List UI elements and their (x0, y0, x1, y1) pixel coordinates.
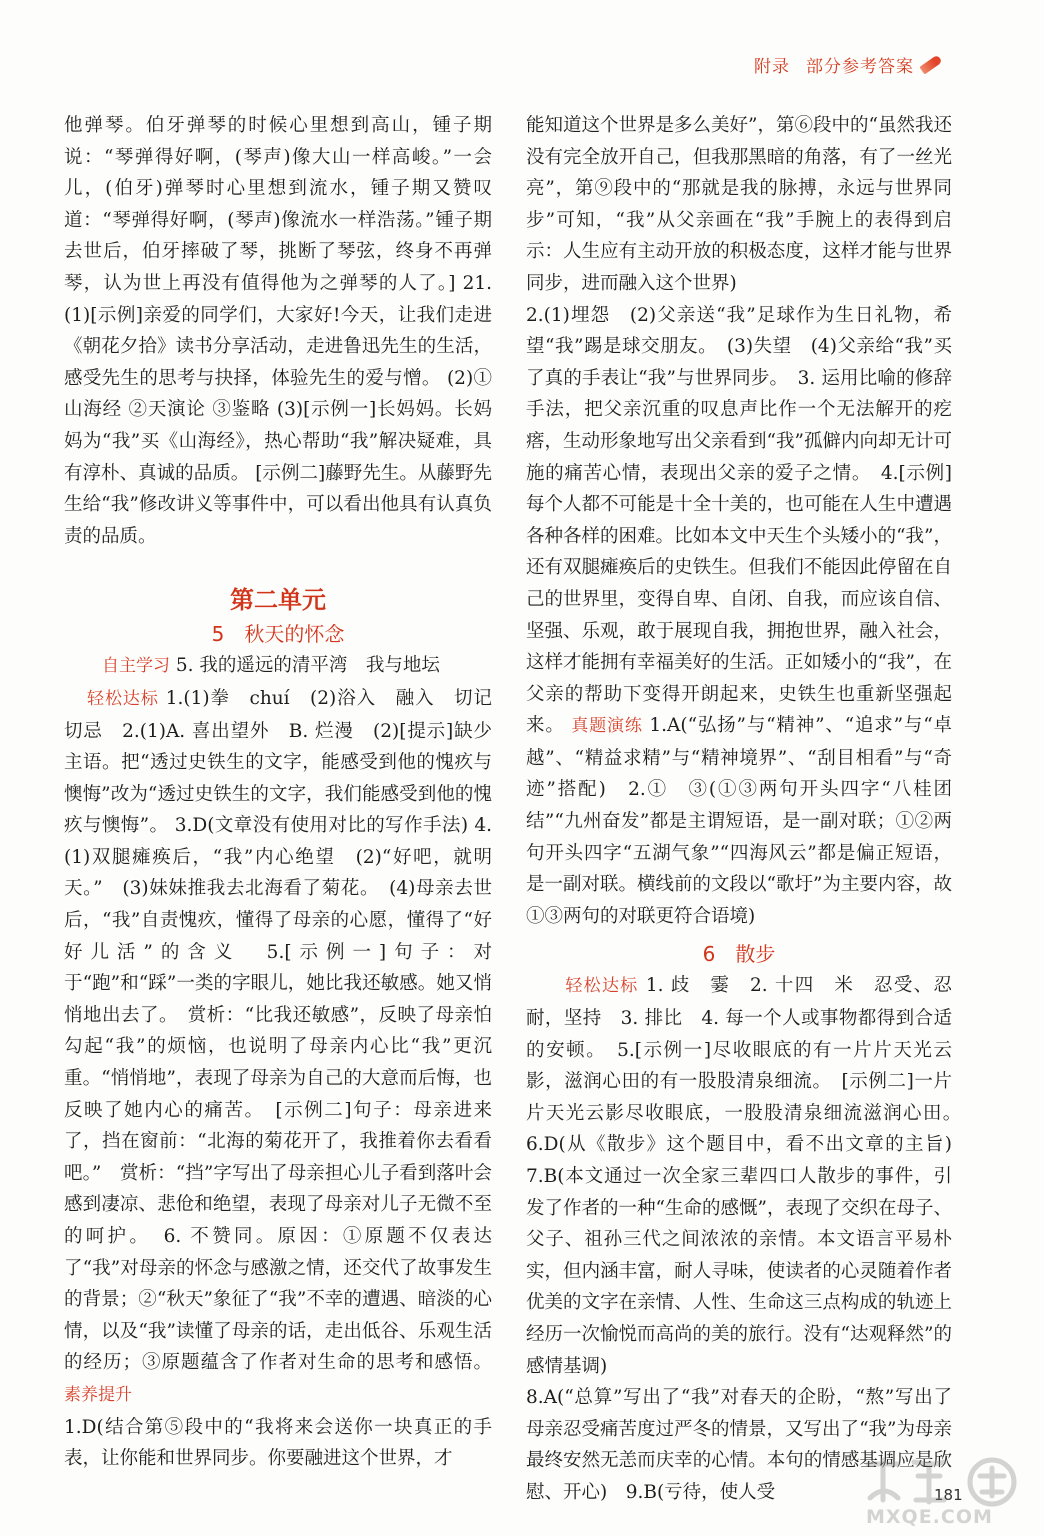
easy-target-paragraph-2 (526, 970, 971, 1382)
answers-paragraph (526, 300, 952, 933)
tag-literacy: 素养提升 (64, 1384, 132, 1405)
tag-exam-practice: 真题演练 (571, 716, 643, 737)
easy-target-paragraph (64, 683, 511, 1412)
literacy-text: 1.D(结合第⑤段中的“我将来会送你一块真正的手表，让你能和世界同步。你要融进这个世界，才 (64, 1416, 492, 1470)
watermark-text: MXQE.COM (866, 1506, 993, 1528)
exam-practice-text: 1.A(“弘扬”与“精神”、“追求”与“卓越”、“精益求精”与“精神境界”、“刮目相看”与“奇迹”搭配) 2.① ③(①③两句开头四字“八桂团结”“九州奋发”都是主谓短语，是一副对联；①②两句开头四字“五湖气象”“四海风云”都是偏正短语，是一副对联。横线前的文段以“歌圩”为主要内容，故①③两句的对联更符合语境) (526, 715, 953, 927)
self-study-text: 5. 我的遥远的清平湾 我与地坛 (175, 655, 440, 677)
last-paragraph: 8.A(“总算”写出了“我”对春天的企盼，“熬”写出了母亲忍受痛苦度过严冬的情景，又写出了“我”为母亲最终安然无恙而庆幸的心情。本句的情感基调应是欣慰、开心) 9.B(亏待，使人受 (526, 1387, 952, 1503)
self-study-paragraph (64, 650, 492, 683)
pencil-icon (919, 55, 942, 75)
page-header (754, 52, 942, 77)
easy-target-text: 1.(1)拳 chuí (2)浴入 融入 切记 切忌 2.(1)A. 喜出望外 B. 烂漫 (2)[提示]缺少主语。把“透过史铁生的文字，能感受到他的愧疚与懊悔”改为“透过史铁生的文字，我们能感受到他的愧疚与懊悔”。 3.D(文章没有使用对比的写作手法) 4.(1)双腿瘫痪后，“我”内心绝望 (2)“好吧，就明天。” (3)妹妹推我去北海看了菊花。 (4)母亲去世后，“我”自责愧疚，懂得了母亲的心愿，懂得了“好好儿活”的含义 5.[示例一]句子：对于“跑”和“踩”一类的字眼儿，她比我还敏感。她又悄悄地出去了。 赏析：“比我还敏感”，反映了母亲怕勾起“我”的烦恼，也说明了母亲内心比“我”更沉重。“悄悄地”，表现了母亲为自己的大意而后悔，也反映了她内心的痛苦。 [示例二]句子：母亲进来了，挡在窗前：“北海的菊花开了，我推着你去看看吧。” 赏析：“挡”字写出了母亲担心儿子看到落叶会感到凄凉、悲伧和绝望，表现了母亲对儿子无微不至的呵护。 6. 不赞同。原因：①原题不仅表达了“我”对母亲的怀念与感激之情，还交代了故事发生的背景；②“秋天”象征了“我”不幸的遭遇、暗淡的心情，以及“我”读懂了母亲的话，走出低谷、乐观生活的经历；③原题蕴含了作者对生命的思考和感悟。 (64, 687, 511, 1374)
page-number: 181 (934, 1486, 963, 1504)
unit-title: 第二单元 (230, 586, 326, 615)
lesson-6-title: 6 散步 (702, 942, 776, 967)
easy-target-text-2: 1. 歧 霎 2. 十四 米 忍受、忍耐，坚持 3. 排比 4. 每一个人或事物都得到合适的安顿。 5.[示例一]尽收眼底的有一片片天光云影，滋润心田的有一股股清泉细流。 [示例二]一片片天光云影尽收眼底，一股股清泉细流滋润心田。 6.D(从《散步》这个题目中，看不出文章的主旨) 7.B(本文通过一次全家三辈四口人散步的事件，引发了作者的一种“生命的感慨”，表现了交织在母子、父子、祖孙三代之间浓浓的亲情。本文语言平易朴实，但内涵丰富，耐人寻味，使读者的心灵随着作者优美的文字在亲情、人性、生命这三点构成的轨迹上经历一次愉悦而高尚的美的旅行。没有“达观释然”的感情基调) (526, 975, 971, 1377)
answers-text: 2.(1)埋怨 (2)父亲送“我”足球作为生日礼物，希望“我”踢是球交朋友。 (3)失望 (4)父亲给“我”买了真的手表让“我”与世界同步。 3. 运用比喻的修辞手法，把父亲沉重的叹息声比作一个无法解开的疙瘩，生动形象地写出父亲看到“我”孤僻内向却无计可施的痛苦心情，表现出父亲的爱子之情。 4.[示例]每个人都不可能是十全十美的，也可能在人生中遭遇各种各样的困难。比如本文中天生个头矮小的“我”，还有双腿瘫痪后的史铁生。但我们不能因此停留在自己的世界里，变得自卑、自闭、自我，而应该自信、坚强、乐观，敢于展现自我，拥抱世界，融入社会，这样才能拥有幸福美好的生活。正如矮小的“我”，在父亲的帮助下变得开朗起来，史铁生也重新坚强起来。 (526, 304, 952, 737)
tag-easy-target-2: 轻松达标 (564, 976, 639, 997)
left-column (64, 110, 511, 1475)
paragraph-continued-right: 能知道这个世界是多么美好”，第⑥段中的“虽然我还没有完全放开自己，但我那黑暗的角落，有了一丝光亮”，第⑨段中的“那就是我的脉搏，永远与世界同步”可知，“我”从父亲画在“我”手腕上的表得到启示：人生应有主动开放的积极态度，这样才能与世界同步，进而融入这个世界) (526, 115, 952, 294)
tag-easy-target: 轻松达标 (86, 688, 159, 709)
paragraph-continued: 他弹琴。伯牙弹琴的时候心里想到高山，锺子期说：“琴弹得好啊，(琴声)像大山一样高峻。”一会儿，(伯牙)弹琴时心里想到流水，锺子期又赞叹道：“琴弹得好啊，(琴声)像流水一样浩荡。”锺子期去世后，伯牙摔破了琴，挑断了琴弦，终身不再弹琴，认为世上再没有值得他为之弹琴的人了。] 21.(1)[示例]亲爱的同学们，大家好!今天，让我们走进《朝花夕拾》读书分享活动，走进鲁迅先生的生活，感受先生的思考与抉择，体验先生的爱与憎。 (2)①山海经 ②天演论 ③鉴略 (3)[示例一]长妈妈。长妈妈为“我”买《山海经》，热心帮助“我”解决疑难，具有淳朴、真诚的品质。 [示例二]藤野先生。从藤野先生给“我”修改讲义等事件中，可以看出他具有认真负责的品质。 (64, 115, 492, 547)
lesson-5-title: 5 秋天的怀念 (211, 622, 345, 647)
right-column (526, 110, 971, 1509)
tag-self-study: 自主学习 (102, 656, 170, 677)
section-label: 部分参考答案 (806, 57, 914, 77)
appendix-label: 附录 (754, 57, 790, 77)
